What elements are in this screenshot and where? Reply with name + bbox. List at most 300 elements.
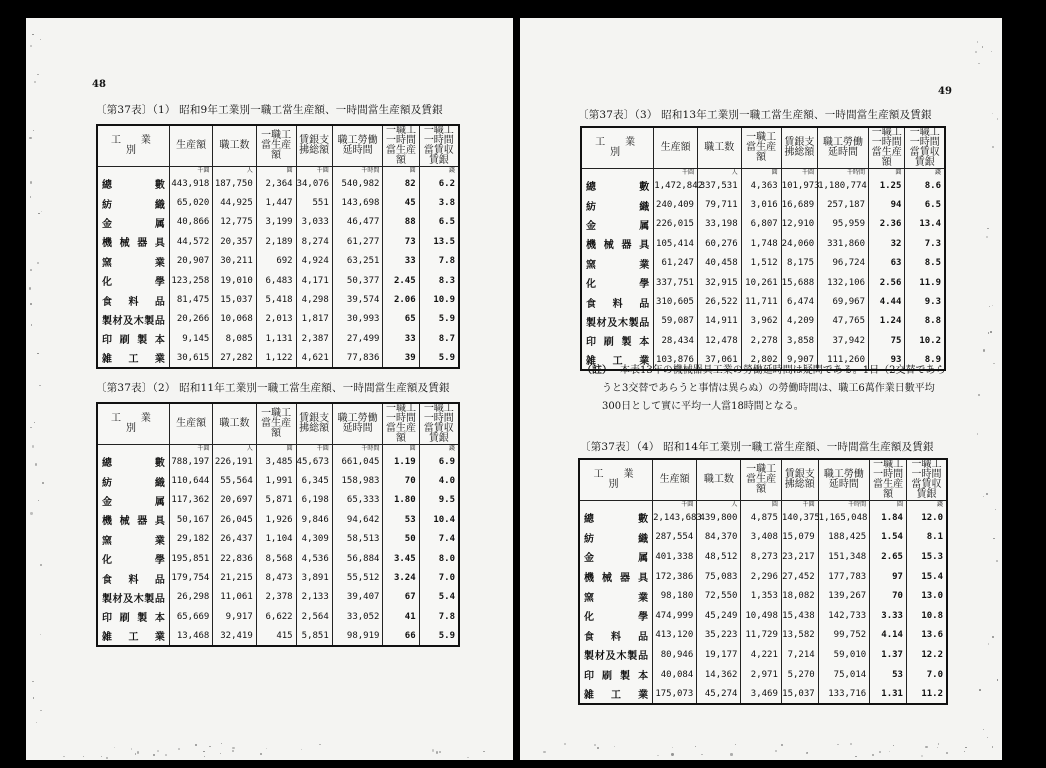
- value-cell: 4,209: [781, 312, 817, 331]
- value-cell: 7.0: [906, 665, 947, 685]
- value-cell: 40,866: [169, 213, 212, 232]
- value-cell: 9.5: [419, 491, 459, 510]
- value-cell: 1,122: [256, 349, 296, 368]
- scan-speck: [921, 755, 923, 757]
- scan-speck: [975, 51, 977, 53]
- scan-speck: [30, 45, 31, 46]
- table-row: [581, 176, 945, 195]
- scan-speck: [203, 751, 205, 753]
- scan-speck: [992, 146, 994, 148]
- value-cell: 80,946: [653, 645, 697, 665]
- column-header: 生産額: [654, 127, 698, 169]
- value-cell: 105,414: [654, 234, 698, 253]
- column-header: 一職工當生産額: [741, 459, 781, 501]
- scan-speck: [439, 751, 441, 753]
- scan-speck: [39, 385, 41, 387]
- value-cell: 50,377: [332, 271, 383, 290]
- industry-name-cell: 機械器具: [97, 232, 169, 251]
- value-cell: 13.6: [906, 626, 947, 646]
- unit-label: [581, 169, 654, 177]
- value-cell: 661,045: [332, 452, 383, 471]
- value-cell: 8.8: [905, 312, 945, 331]
- value-cell: 41: [383, 607, 419, 626]
- value-cell: 1.19: [383, 452, 419, 471]
- value-cell: 24,060: [781, 234, 817, 253]
- value-cell: 1,512: [741, 254, 781, 273]
- value-cell: 12,478: [697, 331, 741, 350]
- value-cell: 26,298: [169, 588, 212, 607]
- unit-label: 千時間: [818, 501, 870, 509]
- value-cell: 20,357: [213, 232, 256, 251]
- value-cell: 4.0: [419, 471, 459, 490]
- industry-name-cell: 化 學: [97, 271, 169, 290]
- value-cell: 117,362: [169, 491, 212, 510]
- unit-row: [581, 169, 945, 177]
- table-row: [581, 273, 945, 292]
- value-cell: 8.6: [905, 176, 945, 195]
- scan-speck: [991, 51, 993, 53]
- column-header: 一職工一時間當賃収賃銀: [419, 125, 459, 167]
- scan-speck: [40, 39, 41, 40]
- value-cell: 2.36: [869, 215, 905, 234]
- value-cell: 331,860: [818, 234, 869, 253]
- scan-speck: [695, 746, 696, 747]
- scan-speck: [209, 746, 211, 748]
- value-cell: 226,191: [213, 452, 256, 471]
- footnote: [582, 362, 962, 416]
- table-row: [97, 607, 459, 626]
- value-cell: 9,917: [213, 607, 256, 626]
- unit-label: 錢: [905, 169, 945, 177]
- right-page: [520, 18, 1002, 760]
- value-cell: 133,716: [818, 684, 870, 704]
- value-cell: 6.5: [419, 213, 459, 232]
- value-cell: 33: [383, 252, 419, 271]
- value-cell: 40,084: [653, 665, 697, 685]
- value-cell: 2.65: [870, 547, 907, 567]
- value-cell: 2,364: [256, 174, 296, 193]
- value-cell: 6,198: [296, 491, 332, 510]
- table-row: [579, 547, 947, 567]
- value-cell: 66: [383, 627, 419, 646]
- value-cell: 2,133: [296, 588, 332, 607]
- value-cell: 32,419: [213, 627, 256, 646]
- unit-label: 圓: [869, 169, 905, 177]
- column-header: 賃銀支拂総額: [296, 403, 332, 445]
- value-cell: 10.2: [905, 331, 945, 350]
- value-cell: 55,564: [213, 471, 256, 490]
- value-cell: 13.4: [905, 215, 945, 234]
- value-cell: 1,131: [256, 329, 296, 348]
- value-cell: 158,983: [332, 471, 383, 490]
- value-cell: 19,177: [697, 645, 741, 665]
- value-cell: 172,386: [653, 567, 697, 587]
- value-cell: 5,851: [296, 627, 332, 646]
- value-cell: 26,437: [213, 530, 256, 549]
- industry-name-cell: 窯 業: [581, 254, 654, 273]
- unit-label: 千圓: [169, 445, 212, 453]
- value-cell: 95,959: [818, 215, 869, 234]
- value-cell: 9,145: [169, 329, 212, 348]
- table-caption: 〔第37表〕（1） 昭和9年工業別一職工當生産額、一時間當生産額及賃銀: [96, 104, 443, 116]
- industry-name-cell: 化 學: [97, 549, 169, 568]
- value-cell: 4.14: [870, 626, 907, 646]
- scan-speck: [42, 482, 44, 484]
- value-cell: 3,469: [741, 684, 781, 704]
- value-cell: 13.5: [419, 232, 459, 251]
- unit-label: 千圓: [296, 167, 332, 175]
- scan-speck: [995, 509, 996, 510]
- industry-name-cell: 化 學: [579, 606, 653, 626]
- value-cell: 7.8: [419, 252, 459, 271]
- value-cell: 4.44: [869, 292, 905, 311]
- value-cell: 7.0: [419, 568, 459, 587]
- value-cell: 4,363: [741, 176, 781, 195]
- value-cell: 188,425: [818, 528, 870, 548]
- value-cell: 5.9: [419, 627, 459, 646]
- value-cell: 8.7: [419, 329, 459, 348]
- scan-speck: [978, 63, 980, 65]
- value-cell: 55,512: [332, 568, 383, 587]
- value-cell: 28,434: [654, 331, 698, 350]
- value-cell: 3.8: [419, 193, 459, 212]
- industry-name-cell: 製材及木製品: [581, 312, 654, 331]
- value-cell: 34,076: [296, 174, 332, 193]
- scan-speck: [32, 445, 34, 447]
- column-header: 一職工當生産額: [256, 403, 296, 445]
- industry-name-cell: 總 數: [97, 174, 169, 193]
- scan-speck: [983, 729, 984, 730]
- industry-name-cell: 金 属: [579, 547, 653, 567]
- value-cell: 20,697: [213, 491, 256, 510]
- value-cell: 84,370: [697, 528, 741, 548]
- value-cell: 94: [869, 195, 905, 214]
- scan-speck: [131, 748, 132, 749]
- column-header: 職工数: [697, 459, 741, 501]
- value-cell: 15.4: [906, 567, 947, 587]
- industry-name-cell: 窯 業: [579, 586, 653, 606]
- unit-row: [97, 445, 459, 453]
- industry-name-cell: 化 學: [581, 273, 654, 292]
- scan-speck: [40, 710, 41, 711]
- scan-speck: [893, 745, 894, 746]
- value-cell: 2,971: [741, 665, 781, 685]
- value-cell: 61,277: [332, 232, 383, 251]
- scan-speck: [37, 262, 39, 264]
- value-cell: 310,605: [654, 292, 698, 311]
- table-row: [579, 586, 947, 606]
- value-cell: 81,475: [169, 290, 212, 309]
- table-row: [579, 684, 947, 704]
- value-cell: 15,037: [213, 290, 256, 309]
- value-cell: 26,522: [697, 292, 741, 311]
- value-cell: 3,016: [741, 195, 781, 214]
- scan-speck: [37, 353, 39, 355]
- value-cell: 48,512: [697, 547, 741, 567]
- table-row: [97, 329, 459, 348]
- value-cell: 33: [383, 329, 419, 348]
- unit-label: 錢: [419, 167, 459, 175]
- value-cell: 65,333: [332, 491, 383, 510]
- value-cell: 65,020: [169, 193, 212, 212]
- value-cell: 29,182: [169, 530, 212, 549]
- table-row: [581, 234, 945, 253]
- value-cell: 8.9: [905, 351, 945, 370]
- value-cell: 6,345: [296, 471, 332, 490]
- unit-label: 圓: [741, 169, 781, 177]
- value-cell: 7.4: [419, 530, 459, 549]
- scan-speck: [986, 236, 988, 238]
- value-cell: 3,962: [741, 312, 781, 331]
- value-cell: 10.8: [906, 606, 947, 626]
- value-cell: 3,891: [296, 568, 332, 587]
- value-cell: 1.25: [869, 176, 905, 195]
- value-cell: 1.24: [869, 312, 905, 331]
- value-cell: 2,564: [296, 607, 332, 626]
- table-caption: 〔第37表〕（4） 昭和14年工業別一職工當生産額、一時間當生産額及賃銀: [580, 441, 934, 453]
- scan-speck: [220, 753, 221, 754]
- table-caption: 〔第37表〕（3） 昭和13年工業別一職工當生産額、一時間當生産額及賃銀: [578, 109, 932, 121]
- value-cell: 88: [383, 213, 419, 232]
- value-cell: 1,472,842: [654, 176, 698, 195]
- value-cell: 551: [296, 193, 332, 212]
- scan-speck: [38, 500, 39, 501]
- unit-label: 圓: [741, 501, 781, 509]
- scan-speck: [232, 750, 234, 752]
- value-cell: 12.2: [906, 645, 947, 665]
- scan-speck: [992, 113, 993, 114]
- scan-speck: [701, 754, 702, 755]
- value-cell: 3,485: [256, 452, 296, 471]
- value-cell: 5.4: [419, 588, 459, 607]
- scan-speck: [157, 750, 159, 752]
- industry-name-cell: 金 属: [581, 215, 654, 234]
- scan-speck: [30, 512, 32, 514]
- scan-speck: [30, 269, 32, 271]
- value-cell: 2,143,683: [653, 508, 697, 528]
- scan-speck: [221, 743, 222, 744]
- column-header: 職工数: [213, 125, 256, 167]
- scan-speck: [937, 747, 938, 748]
- industry-name-cell: 印刷製本: [581, 331, 654, 350]
- value-cell: 21,215: [213, 568, 256, 587]
- value-cell: 2.45: [383, 271, 419, 290]
- table-row: [97, 174, 459, 193]
- scan-speck: [137, 751, 139, 753]
- value-cell: 30,211: [213, 252, 256, 271]
- table-row: [97, 471, 459, 490]
- scan-speck: [34, 422, 35, 423]
- value-cell: 103,876: [654, 351, 698, 370]
- value-cell: 59,087: [654, 312, 698, 331]
- table-row: [97, 491, 459, 510]
- value-cell: 2,296: [741, 567, 781, 587]
- table-caption: 〔第37表〕（2） 昭和11年工業別一職工當生産額、一時間當生産額及賃銀: [96, 382, 450, 394]
- scan-speck: [978, 394, 980, 396]
- value-cell: 1.54: [870, 528, 907, 548]
- table-row: [97, 627, 459, 646]
- scan-speck: [992, 636, 994, 638]
- column-header: 一職工一時間當賃収賃銀: [905, 127, 945, 169]
- industry-name-cell: 印刷製本: [97, 607, 169, 626]
- table-row: [579, 508, 947, 528]
- value-cell: 45: [383, 193, 419, 212]
- value-cell: 3,858: [781, 331, 817, 350]
- statistics-table: [96, 124, 460, 369]
- value-cell: 46,477: [332, 213, 383, 232]
- value-cell: 13,468: [169, 627, 212, 646]
- industry-name-cell: 雑 工 業: [97, 349, 169, 368]
- scan-speck: [671, 753, 673, 755]
- value-cell: 151,348: [818, 547, 870, 567]
- value-cell: 8,175: [781, 254, 817, 273]
- value-cell: 16,689: [781, 195, 817, 214]
- value-cell: 73: [383, 232, 419, 251]
- scan-speck: [564, 743, 566, 745]
- value-cell: 27,452: [781, 567, 818, 587]
- unit-label: 千圓: [781, 169, 817, 177]
- value-cell: 6,483: [256, 271, 296, 290]
- value-cell: 179,754: [169, 568, 212, 587]
- value-cell: 8,568: [256, 549, 296, 568]
- value-cell: 10,068: [213, 310, 256, 329]
- value-cell: 187,750: [213, 174, 256, 193]
- value-cell: 101,973: [781, 176, 817, 195]
- value-cell: 39,574: [332, 290, 383, 309]
- industry-name-cell: 紡 織: [581, 195, 654, 214]
- statistics-table: [578, 458, 948, 705]
- table-row: [97, 349, 459, 368]
- table-row: [579, 528, 947, 548]
- scan-speck: [977, 41, 978, 42]
- scan-speck: [40, 564, 42, 566]
- scan-speck: [34, 81, 36, 83]
- scan-speck: [855, 756, 857, 758]
- column-header: 職工数: [213, 403, 256, 445]
- value-cell: 70: [383, 471, 419, 490]
- value-cell: 10.4: [419, 510, 459, 529]
- statistics-table: [580, 126, 946, 371]
- table-row: [97, 588, 459, 607]
- table-row: [97, 252, 459, 271]
- statistics-table: [96, 402, 460, 647]
- value-cell: 63,251: [332, 252, 383, 271]
- unit-label: 千時間: [332, 445, 383, 453]
- value-cell: 10,498: [741, 606, 781, 626]
- value-cell: 19,010: [213, 271, 256, 290]
- scan-speck: [983, 349, 985, 351]
- scan-speck: [781, 744, 783, 746]
- value-cell: 195,851: [169, 549, 212, 568]
- value-cell: 61,247: [654, 254, 698, 273]
- industry-name-cell: 紡 織: [97, 471, 169, 490]
- value-cell: 32: [869, 234, 905, 253]
- value-cell: 3,408: [741, 528, 781, 548]
- scan-speck: [987, 737, 989, 739]
- scan-speck: [30, 196, 32, 198]
- value-cell: 8,085: [213, 329, 256, 348]
- value-cell: 75,014: [818, 665, 870, 685]
- value-cell: 1,180,774: [818, 176, 869, 195]
- scan-speck: [31, 324, 33, 326]
- scan-speck: [33, 697, 35, 699]
- value-cell: 4,875: [741, 508, 781, 528]
- table-row: [581, 312, 945, 331]
- value-cell: 1.37: [870, 645, 907, 665]
- table-row: [97, 510, 459, 529]
- column-header: 職工数: [697, 127, 741, 169]
- scan-speck: [806, 752, 808, 754]
- value-cell: 240,409: [654, 195, 698, 214]
- header-row: [97, 125, 459, 167]
- value-cell: 337,531: [697, 176, 741, 195]
- value-cell: 1,447: [256, 193, 296, 212]
- unit-row: [579, 501, 947, 509]
- unit-label: 人: [697, 169, 741, 177]
- footnote-lead: （註）: [582, 365, 612, 376]
- value-cell: 7.3: [905, 234, 945, 253]
- scan-speck: [35, 463, 37, 465]
- value-cell: 37,061: [697, 351, 741, 370]
- value-cell: 5,270: [781, 665, 818, 685]
- value-cell: 60,276: [697, 234, 741, 253]
- value-cell: 6.5: [905, 195, 945, 214]
- value-cell: 22,836: [213, 549, 256, 568]
- value-cell: 20,907: [169, 252, 212, 271]
- value-cell: 4,309: [296, 530, 332, 549]
- column-header: 一職工當生産額: [256, 125, 296, 167]
- value-cell: 5.9: [419, 349, 459, 368]
- value-cell: 15,688: [781, 273, 817, 292]
- unit-label: 千時間: [818, 169, 869, 177]
- value-cell: 33,198: [697, 215, 741, 234]
- value-cell: 1.31: [870, 684, 907, 704]
- value-cell: 75: [869, 331, 905, 350]
- value-cell: 99,752: [818, 626, 870, 646]
- scan-speck: [260, 753, 262, 755]
- industry-name-cell: 金 属: [97, 213, 169, 232]
- table-row: [97, 232, 459, 251]
- value-cell: 2,189: [256, 232, 296, 251]
- value-cell: 287,554: [653, 528, 697, 548]
- value-cell: 40,458: [697, 254, 741, 273]
- column-header: 職工勞働延時間: [332, 125, 383, 167]
- table-row: [97, 213, 459, 232]
- scan-speck: [964, 751, 965, 752]
- value-cell: 474,999: [653, 606, 697, 626]
- industry-name-cell: 總 數: [97, 452, 169, 471]
- value-cell: 132,106: [818, 273, 869, 292]
- value-cell: 45,673: [296, 452, 332, 471]
- value-cell: 6,807: [741, 215, 781, 234]
- table-row: [581, 331, 945, 350]
- value-cell: 413,120: [653, 626, 697, 646]
- scan-speck: [101, 756, 103, 758]
- unit-label: [97, 445, 169, 453]
- value-cell: 75,083: [697, 567, 741, 587]
- value-cell: 2,013: [256, 310, 296, 329]
- value-cell: 1.84: [870, 508, 907, 528]
- value-cell: 10.9: [419, 290, 459, 309]
- table-row: [581, 215, 945, 234]
- value-cell: 44,572: [169, 232, 212, 251]
- value-cell: 77,836: [332, 349, 383, 368]
- value-cell: 139,267: [818, 586, 870, 606]
- table-row: [97, 310, 459, 329]
- scan-speck: [30, 303, 32, 305]
- table-row: [579, 665, 947, 685]
- value-cell: 96,724: [818, 254, 869, 273]
